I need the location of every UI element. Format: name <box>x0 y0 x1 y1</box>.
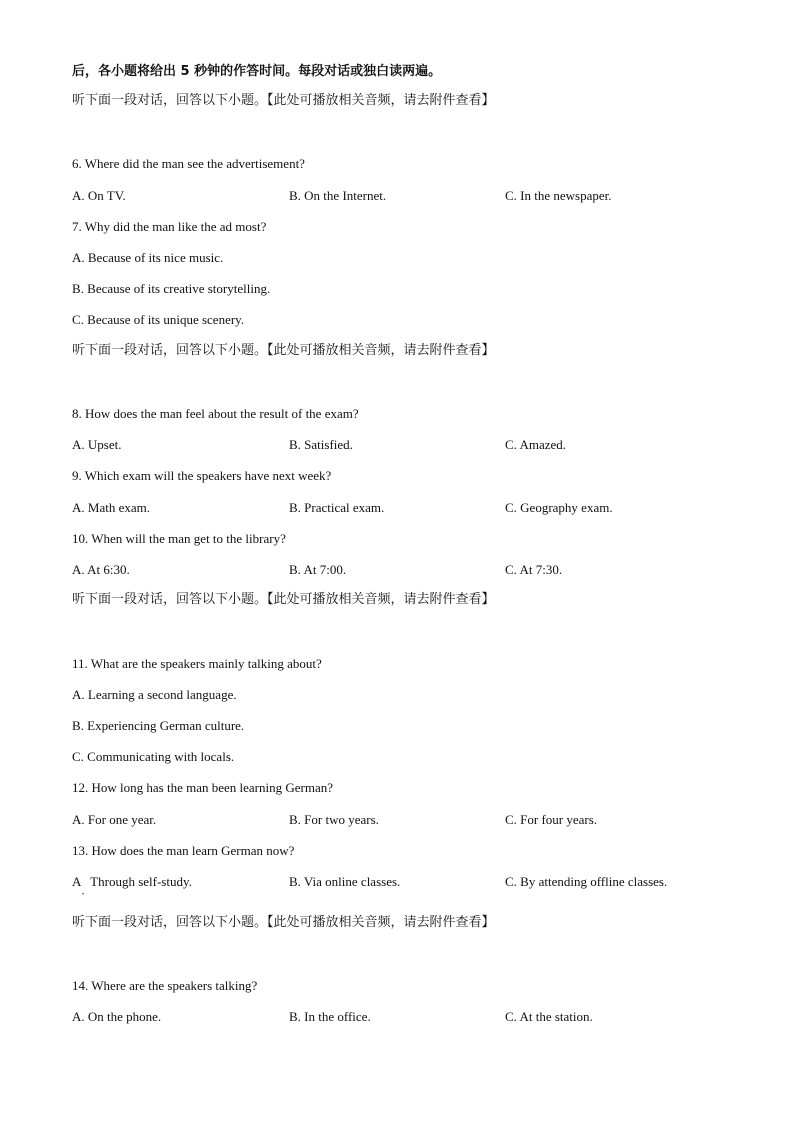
q6-option-c: C. In the newspaper. <box>505 188 612 203</box>
q6-option-b: B. On the Internet. <box>289 188 387 203</box>
question-14: 14. Where are the speakers talking? <box>72 978 258 993</box>
q8-option-a: A. Upset. <box>72 437 122 452</box>
question-13: 13. How does the man learn German now? <box>72 843 295 858</box>
q6-option-a: A. On TV. <box>72 188 126 203</box>
question-8: 8. How does the man feel about the result of the exam? <box>72 406 359 421</box>
q11-option-c: C. Communicating with locals. <box>72 749 235 764</box>
q10-option-b: B. At 7:00. <box>289 562 347 577</box>
question-11: 11. What are the speakers mainly talking about? <box>72 656 322 671</box>
q10-option-a: A. At 6:30. <box>72 562 130 577</box>
q12-option-a: A. For one year. <box>72 812 157 827</box>
stray-dot: • <box>82 892 85 898</box>
q7-option-b: B. Because of its creative storytelling. <box>72 281 271 296</box>
question-12: 12. How long has the man been learning German? <box>72 780 334 795</box>
q11-option-a: A. Learning a second language. <box>72 687 237 702</box>
q8-option-c: C. Amazed. <box>505 437 567 452</box>
q7-option-a: A. Because of its nice music. <box>72 250 224 265</box>
q9-option-c: C. Geography exam. <box>505 500 613 515</box>
listen-prompt-4: 听下面一段对话，回答以下小题。【此处可播放相关音频，请去附件查看】 <box>72 915 495 930</box>
q7-option-c: C. Because of its unique scenery. <box>72 312 245 327</box>
q14-option-b: B. In the office. <box>289 1009 371 1024</box>
q13-option-a: A Through self-study. <box>72 874 192 889</box>
question-7: 7. Why did the man like the ad most? <box>72 219 267 234</box>
q11-option-b: B. Experiencing German culture. <box>72 718 245 733</box>
q10-option-c: C. At 7:30. <box>505 562 563 577</box>
q12-option-b: B. For two years. <box>289 812 379 827</box>
q8-option-b: B. Satisfied. <box>289 437 353 452</box>
q14-option-a: A. On the phone. <box>72 1009 162 1024</box>
listen-prompt-3: 听下面一段对话，回答以下小题。【此处可播放相关音频，请去附件查看】 <box>72 592 495 607</box>
question-9: 9. Which exam will the speakers have next week? <box>72 468 332 483</box>
q13-option-c: C. By attending offline classes. <box>505 874 668 889</box>
listen-prompt-2: 听下面一段对话，回答以下小题。【此处可播放相关音频，请去附件查看】 <box>72 343 495 358</box>
question-10: 10. When will the man get to the library? <box>72 531 286 546</box>
section-intro: 后，各小题将给出 5 秒钟的作答时间。每段对话或独白读两遍。 <box>72 64 442 79</box>
question-6: 6. Where did the man see the advertisement? <box>72 156 305 171</box>
q14-option-c: C. At the station. <box>505 1009 593 1024</box>
q12-option-c: C. For four years. <box>505 812 598 827</box>
q9-option-a: A. Math exam. <box>72 500 150 515</box>
q9-option-b: B. Practical exam. <box>289 500 385 515</box>
listen-prompt-1: 听下面一段对话，回答以下小题。【此处可播放相关音频，请去附件查看】 <box>72 93 495 108</box>
q13-option-b: B. Via online classes. <box>289 874 401 889</box>
